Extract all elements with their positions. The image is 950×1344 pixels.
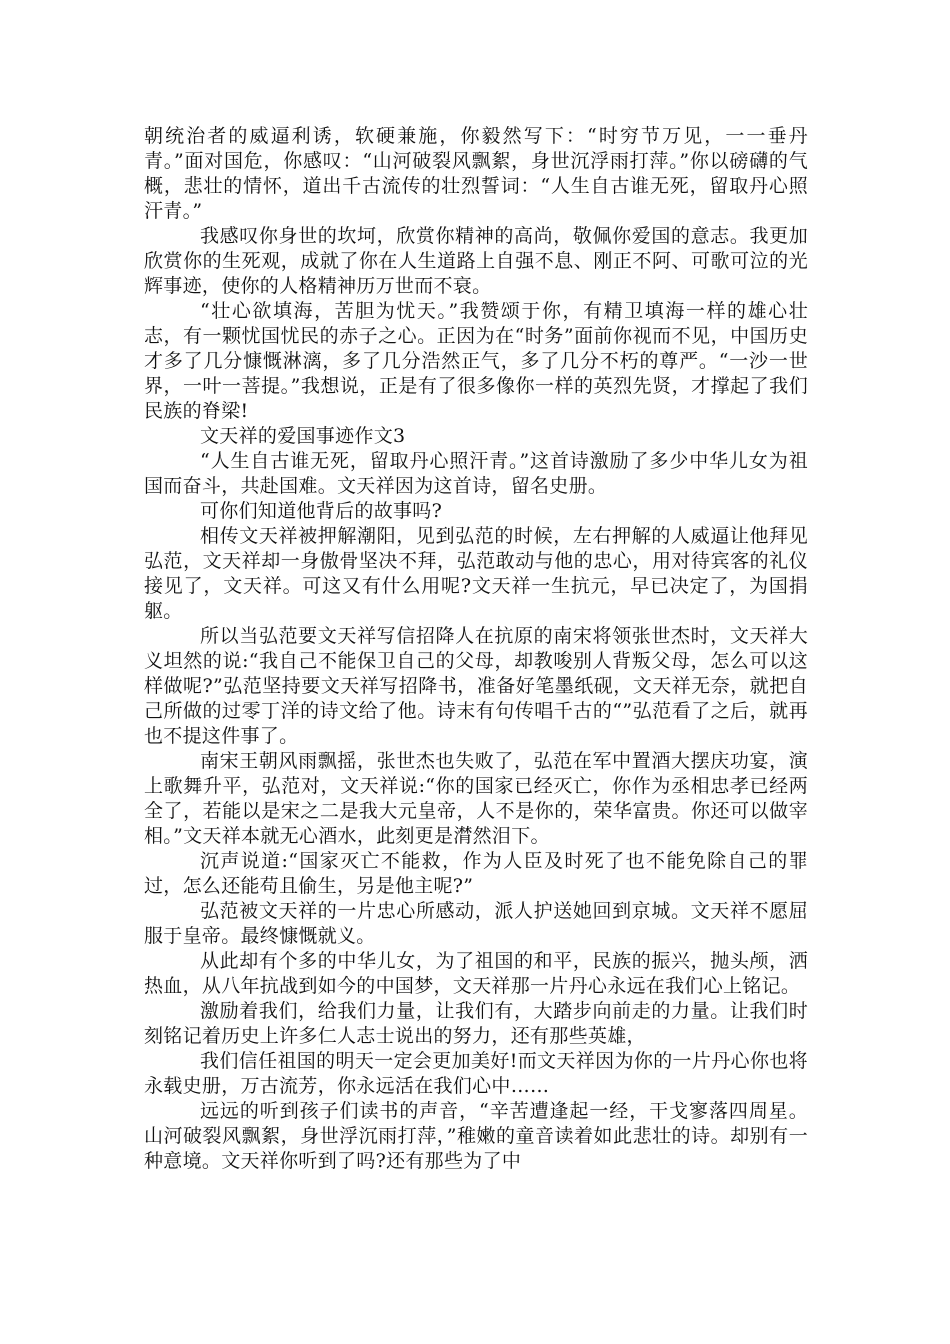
paragraph-1: 朝统治者的威逼利诱，软硬兼施，你毅然写下：“时穷节万见，一一垂丹青。”面对国危，你感叹：“山河破裂风飘絮，身世沉浮雨打萍。”你以磅礴的气概，悲壮的情怀，道出千古流传的壮烈誓词：“人生自古谁无死，留取丹心照汗青。”: [144, 125, 808, 222]
paragraph-3: “壮心欲填海，苦胆为忧天。”我赞颂于你，有精卫填海一样的雄心壮志，有一颗忧国忧民的赤子之心。正因为在“时务”面前你视而不见，中国历史才多了几分慷慨淋漓，多了几分浩然正气，多了几分不朽的尊严。“一沙一世界，一叶一菩提。”我想说，正是有了很多像你一样的英烈先贤，才撑起了我们民族的脊梁!: [144, 300, 808, 422]
paragraph-5: “人生自古谁无死，留取丹心照汗青。”这首诗激励了多少中华儿女为祖国而奋斗，共赴国难。文天祥因为这首诗，留名史册。: [144, 450, 808, 497]
paragraph-7: 相传文天祥被押解潮阳，见到弘范的时候，左右押解的人威逼让他拜见弘范，文天祥却一身傲骨坚决不拜，弘范敢动与他的忠心，用对待宾客的礼仪接见了，文天祥。可这又有什么用呢?文天祥一生抗元，早已决定了，为国捐躯。: [144, 525, 808, 622]
paragraph-11: 弘范被文天祥的一片忠心所感动，派人护送她回到京城。文天祥不愿屈服于皇帝。最终慷慨就义。: [144, 900, 808, 947]
paragraph-15: 远远的听到孩子们读书的声音，“辛苦遭逢起一经，干戈寥落四周星。山河破裂风飘絮，身世浮沉雨打萍，”稚嫩的童音读着如此悲壮的诗。却别有一种意境。文天祥你听到了吗?还有那些为了中: [144, 1100, 808, 1172]
paragraph-12: 从此却有个多的中华儿女，为了祖国的和平，民族的振兴，抛头颅，洒热血，从八年抗战到如今的中国梦，文天祥那一片丹心永远在我们心上铭记。: [144, 950, 808, 997]
paragraph-10: 沉声说道:“国家灭亡不能救，作为人臣及时死了也不能免除自己的罪过，怎么还能苟且偷生，另是他主呢?”: [144, 850, 808, 897]
paragraph-6: 可你们知道他背后的故事吗?: [200, 500, 443, 522]
paragraph-14: 我们信任祖国的明天一定会更加美好!而文天祥因为你的一片丹心你也将永载史册，万古流芳，你永远活在我们心中……: [144, 1050, 808, 1097]
paragraph-2: 我感叹你身世的坎坷，欣赏你精神的高尚，敬佩你爱国的意志。我更加欣赏你的生死观，成就了你在人生道路上自强不息、刚正不阿、可歌可泣的光辉事迹，使你的人格精神历万世而不衰。: [144, 225, 808, 297]
paragraph-13: 激励着我们，给我们力量，让我们有，大踏步向前走的力量。让我们时刻铭记着历史上许多仁人志士说出的努力，还有那些英雄，: [144, 1000, 808, 1047]
paragraph-9: 南宋王朝风雨飘摇，张世杰也失败了，弘范在军中置酒大摆庆功宴，演上歌舞升平，弘范对，文天祥说:“你的国家已经灭亡，你作为丞相忠孝已经两全了，若能以是宋之二是我大元皇帝，人不是你的，荣华富贵。你还可以做宰相。”文天祥本就无心酒水，此刻更是潸然泪下。: [144, 750, 808, 847]
paragraph-8: 所以当弘范要文天祥写信招降人在抗原的南宋将领张世杰时，文天祥大义坦然的说:“我自己不能保卫自己的父母，却教唆别人背叛父母，怎么可以这样做呢?”弘范坚持要文天祥写招降书，准备好笔墨纸砚，文天祥无奈，就把自己所做的过零丁洋的诗文给了他。诗末有句传唱千古的“”弘范看了之后，就再也不提这件事了。: [144, 625, 808, 747]
document-body: [144, 124, 808, 1174]
section-heading: 文天祥的爱国事迹作文3: [200, 425, 406, 447]
